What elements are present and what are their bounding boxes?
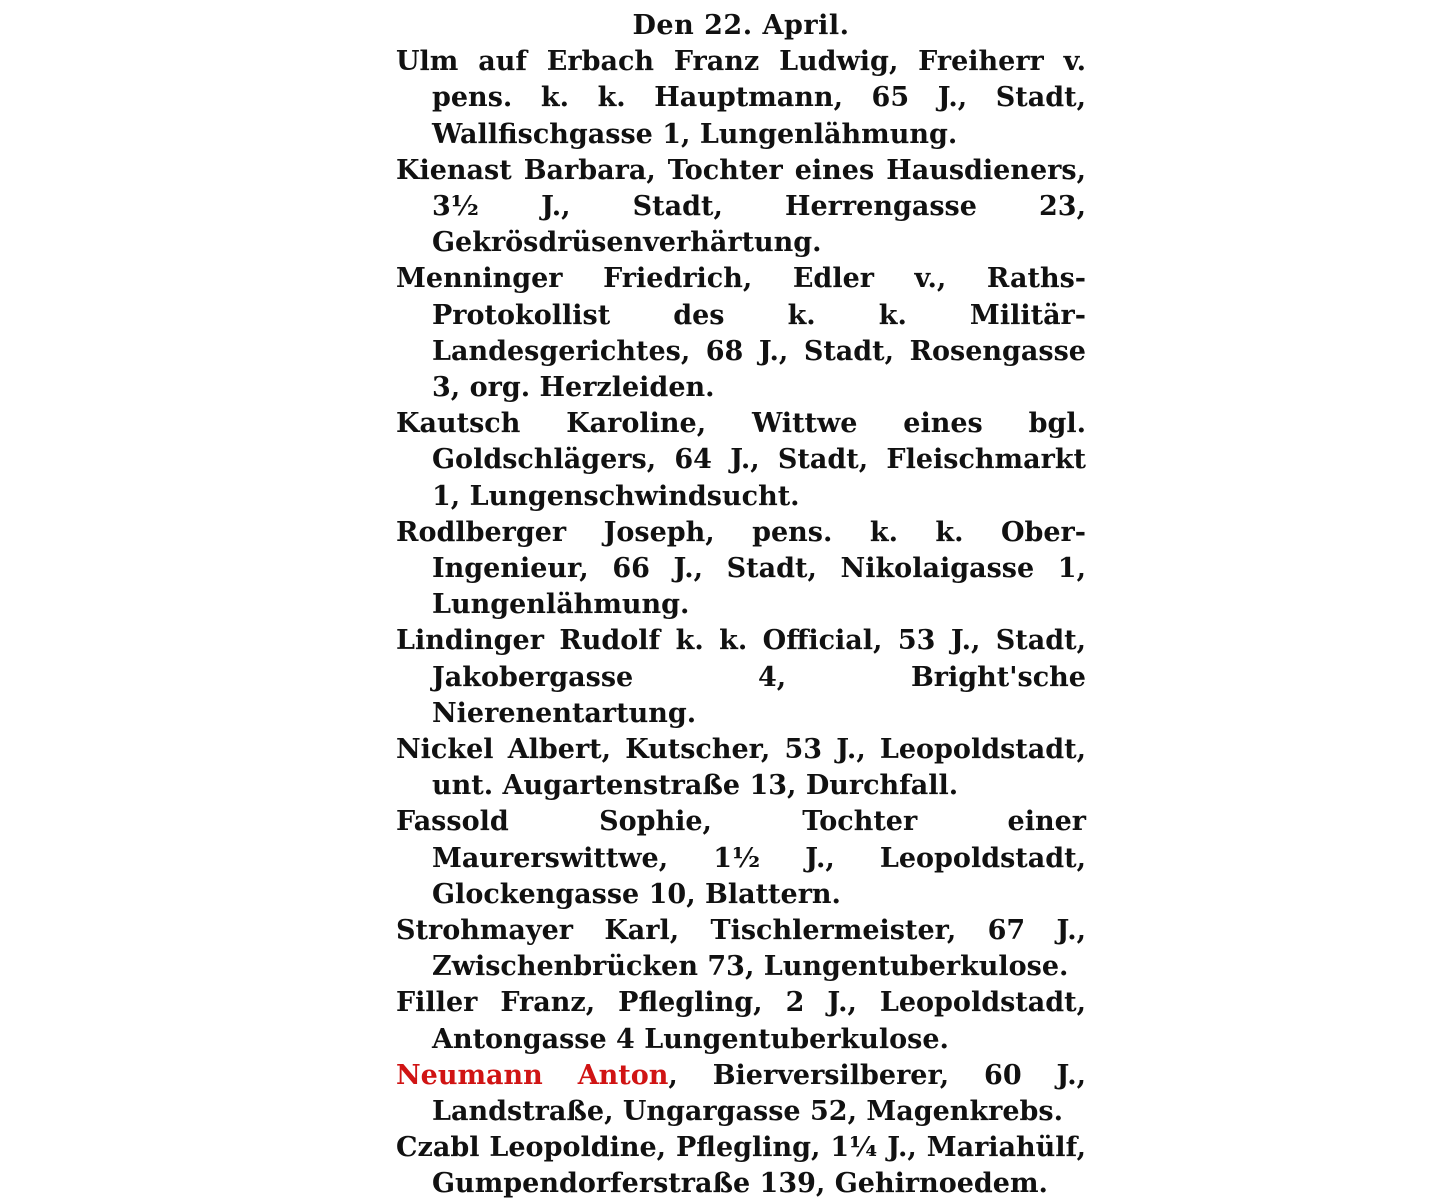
- register-entry: [396, 153, 1086, 262]
- register-entry: [396, 406, 1086, 515]
- entry-details: Tischlermeister, 67 J., Zwischenbrücken 73, Lungentuberkulose.: [432, 915, 1087, 983]
- register-entry-highlighted: [396, 1058, 1086, 1130]
- entry-name: Kienast Barbara,: [396, 154, 656, 186]
- entry-details: Tochter eines Hausdieners, 3½ J., Stadt, Herrengasse 23, Gekrösdrüsenverhärtung.: [432, 154, 1086, 259]
- entry-details: Raths-Protokollist des k. k. Militär-Landesgerichtes, 68 J., Stadt, Rosengasse 3, org. Herzleiden.: [432, 263, 1086, 404]
- entry-name: Lindinger Rudolf: [396, 625, 661, 657]
- death-register-column: [396, 8, 1086, 1203]
- entry-name: Czabl Leopoldine,: [396, 1132, 667, 1164]
- register-entry: [396, 261, 1086, 406]
- entry-name: Filler Franz,: [396, 987, 596, 1019]
- entry-name: Strohmayer Karl,: [396, 915, 680, 947]
- entry-details: pens. k. k. Hauptmann, 65 J., Stadt, Wallfischgasse 1, Lungenlähmung.: [432, 82, 1086, 150]
- register-entry: [396, 985, 1086, 1057]
- entry-name-highlighted: Neumann Anton: [396, 1059, 669, 1091]
- register-entry: [396, 515, 1086, 624]
- register-entry: [396, 913, 1086, 985]
- entry-name: Fassold Sophie,: [396, 806, 712, 838]
- register-entry: [396, 1130, 1086, 1202]
- entry-details: Tochter einer Maurerswittwe, 1½ J., Leopoldstadt, Glockengasse 10, Blattern.: [432, 806, 1087, 910]
- register-entry: [396, 44, 1086, 153]
- entry-details: k. k. Official, 53 J., Stadt, Jakobergasse 4, Bright'sche Nierenentartung.: [432, 625, 1087, 729]
- register-entry: [396, 732, 1086, 804]
- date-heading: Den 22. April.: [632, 10, 850, 41]
- entry-name: Kautsch Karoline,: [396, 408, 707, 440]
- entry-details: Pflegling, 1¼ J., Mariahülf, Gumpendorferstraße 139, Gehirnoedem.: [432, 1132, 1086, 1200]
- register-entry: [396, 804, 1086, 913]
- entry-details: Kutscher, 53 J., Leopoldstadt, unt. Augartenstraße 13, Durchfall.: [432, 734, 1086, 802]
- entry-details: pens. k. k. Ober-Ingenieur, 66 J., Stadt, Nikolaigasse 1, Lungenlähmung.: [432, 516, 1086, 621]
- entry-name: Ulm auf Erbach Franz Ludwig, Freiherr v.: [396, 46, 1086, 78]
- entry-name: Nickel Albert,: [396, 734, 612, 766]
- entry-name: Menninger Friedrich, Edler v.,: [396, 263, 947, 295]
- entry-details: , Bierversilberer, 60 J., Landstraße, Ungargasse 52, Magenkrebs.: [432, 1059, 1087, 1128]
- entry-details: Pflegling, 2 J., Leopoldstadt, Antongasse 4 Lungentuberkulose.: [432, 987, 1086, 1055]
- register-entry: [396, 623, 1086, 732]
- entry-name: Rodlberger Joseph,: [396, 516, 715, 548]
- entry-details: Wittwe eines bgl. Goldschlägers, 64 J., Stadt, Fleischmarkt 1, Lungenschwindsucht.: [432, 408, 1086, 512]
